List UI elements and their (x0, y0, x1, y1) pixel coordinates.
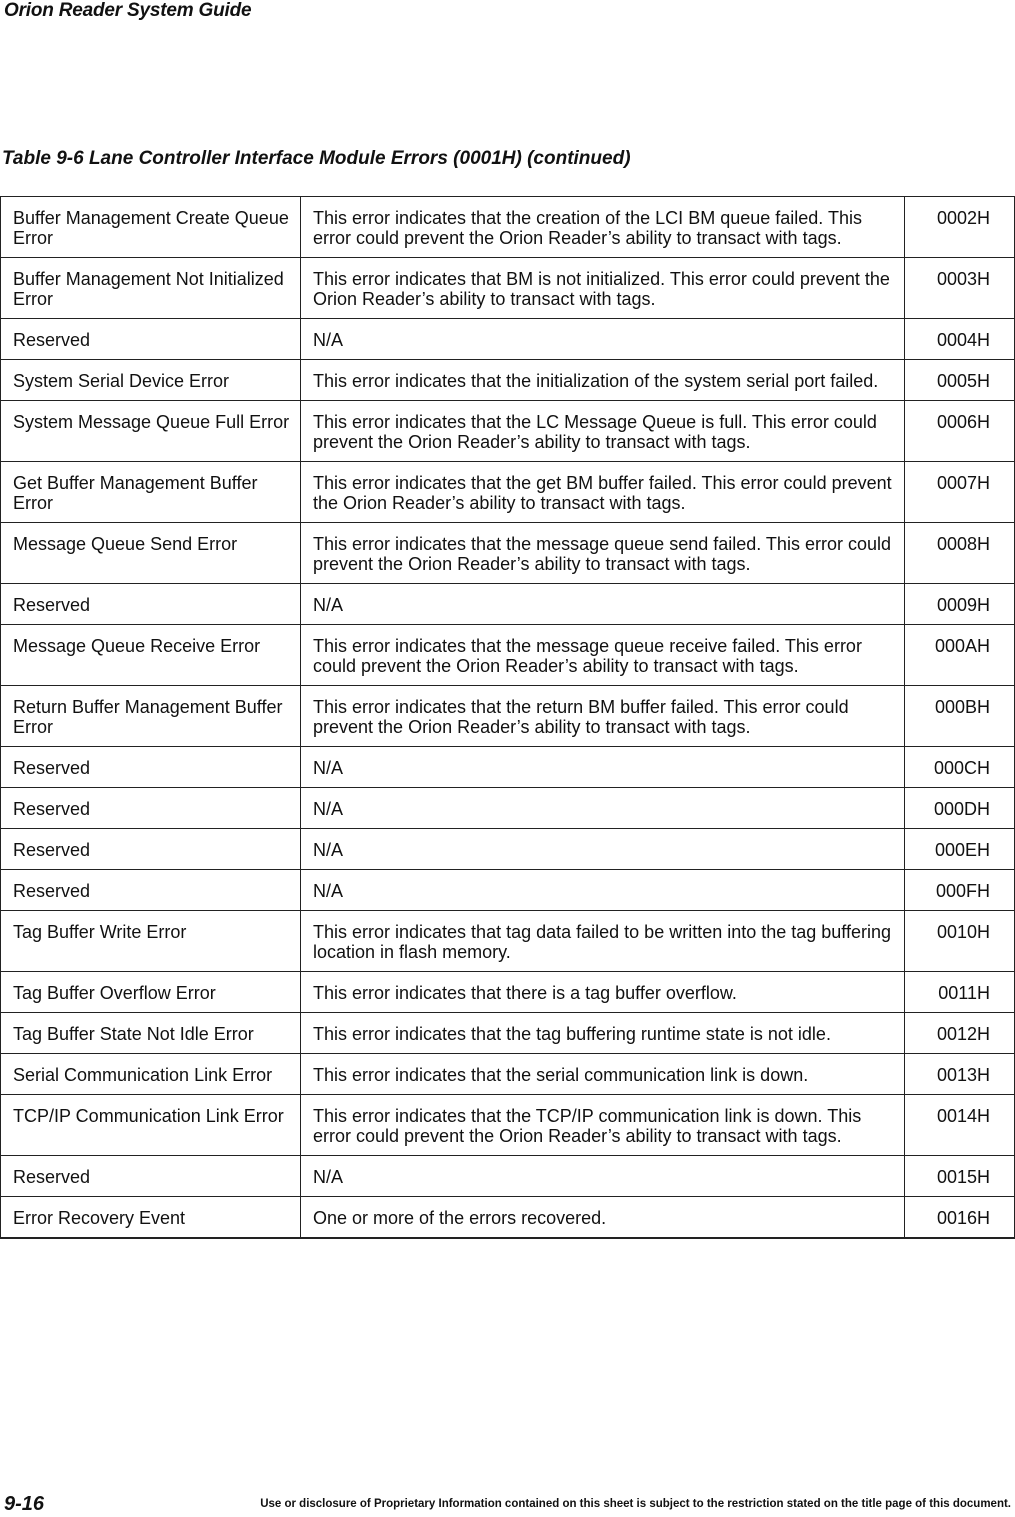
error-code-cell: 0008H (905, 523, 1015, 584)
error-name-cell: Error Recovery Event (1, 1197, 301, 1239)
error-description-cell: N/A (301, 319, 905, 360)
error-description-cell: One or more of the errors recovered. (301, 1197, 905, 1239)
table-row (1, 1095, 1015, 1156)
table-row (1, 401, 1015, 462)
error-description-cell: N/A (301, 584, 905, 625)
table-row (1, 972, 1015, 1013)
error-name-cell: System Message Queue Full Error (1, 401, 301, 462)
error-name-cell: Buffer Management Not Initialized Error (1, 258, 301, 319)
error-description-cell: N/A (301, 747, 905, 788)
table-row (1, 625, 1015, 686)
footer-proprietary-notice: Use or disclosure of Proprietary Information contained on this sheet is subject to the restriction stated on the title page of this document. (260, 1498, 1011, 1510)
error-code-cell: 0016H (905, 1197, 1015, 1239)
error-code-cell: 000FH (905, 870, 1015, 911)
error-name-cell: Message Queue Send Error (1, 523, 301, 584)
table-row (1, 1197, 1015, 1239)
error-description-cell: N/A (301, 1156, 905, 1197)
error-description-cell: This error indicates that the initialization of the system serial port failed. (301, 360, 905, 401)
table-row (1, 258, 1015, 319)
error-name-cell: Get Buffer Management Buffer Error (1, 462, 301, 523)
error-code-cell: 0013H (905, 1054, 1015, 1095)
error-code-cell: 000BH (905, 686, 1015, 747)
error-name-cell: Reserved (1, 1156, 301, 1197)
footer-page-number: 9-16 (4, 1493, 45, 1515)
error-name-cell: TCP/IP Communication Link Error (1, 1095, 301, 1156)
error-code-cell: 0011H (905, 972, 1015, 1013)
table-row (1, 829, 1015, 870)
table-row (1, 788, 1015, 829)
error-table-body (1, 197, 1015, 1239)
table-row (1, 911, 1015, 972)
error-code-cell: 0012H (905, 1013, 1015, 1054)
error-name-cell: Reserved (1, 788, 301, 829)
error-code-cell: 0003H (905, 258, 1015, 319)
error-description-cell: This error indicates that BM is not initialized. This error could prevent the Orion Reader’s ability to transact with tags. (301, 258, 905, 319)
error-code-cell: 0014H (905, 1095, 1015, 1156)
error-code-cell: 0015H (905, 1156, 1015, 1197)
error-name-cell: Tag Buffer State Not Idle Error (1, 1013, 301, 1054)
running-header-title: Orion Reader System Guide (4, 0, 252, 21)
error-code-cell: 0009H (905, 584, 1015, 625)
error-name-cell: Return Buffer Management Buffer Error (1, 686, 301, 747)
error-code-cell: 0002H (905, 197, 1015, 258)
error-name-cell: Serial Communication Link Error (1, 1054, 301, 1095)
error-code-cell: 0006H (905, 401, 1015, 462)
error-description-cell: N/A (301, 870, 905, 911)
error-description-cell: This error indicates that the creation of the LCI BM queue failed. This error could prevent the Orion Reader’s ability to transact with tags. (301, 197, 905, 258)
error-table (0, 196, 1015, 1239)
error-code-cell: 0005H (905, 360, 1015, 401)
error-code-cell: 0007H (905, 462, 1015, 523)
table-row (1, 870, 1015, 911)
error-name-cell: System Serial Device Error (1, 360, 301, 401)
error-description-cell: N/A (301, 788, 905, 829)
table-row (1, 1156, 1015, 1197)
error-code-cell: 000AH (905, 625, 1015, 686)
table-row (1, 462, 1015, 523)
table-row (1, 584, 1015, 625)
error-code-cell: 0004H (905, 319, 1015, 360)
error-code-cell: 000CH (905, 747, 1015, 788)
error-description-cell: This error indicates that the message queue receive failed. This error could prevent the Orion Reader’s ability to transact with tags. (301, 625, 905, 686)
error-name-cell: Reserved (1, 829, 301, 870)
error-description-cell: This error indicates that the return BM buffer failed. This error could prevent the Orion Reader’s ability to transact with tags. (301, 686, 905, 747)
table-row (1, 523, 1015, 584)
table-row (1, 686, 1015, 747)
table-caption: Table 9-6 Lane Controller Interface Module Errors (0001H) (continued) (2, 148, 631, 169)
error-description-cell: N/A (301, 829, 905, 870)
table-row (1, 197, 1015, 258)
error-name-cell: Reserved (1, 584, 301, 625)
table-row (1, 1013, 1015, 1054)
error-description-cell: This error indicates that the get BM buffer failed. This error could prevent the Orion Reader’s ability to transact with tags. (301, 462, 905, 523)
error-description-cell: This error indicates that the tag buffering runtime state is not idle. (301, 1013, 905, 1054)
error-code-cell: 000EH (905, 829, 1015, 870)
error-name-cell: Reserved (1, 319, 301, 360)
error-code-cell: 0010H (905, 911, 1015, 972)
error-name-cell: Reserved (1, 870, 301, 911)
table-row (1, 360, 1015, 401)
error-name-cell: Reserved (1, 747, 301, 788)
error-description-cell: This error indicates that the message queue send failed. This error could prevent the Orion Reader’s ability to transact with tags. (301, 523, 905, 584)
error-description-cell: This error indicates that the LC Message Queue is full. This error could prevent the Orion Reader’s ability to transact with tags. (301, 401, 905, 462)
error-description-cell: This error indicates that there is a tag buffer overflow. (301, 972, 905, 1013)
table-row (1, 1054, 1015, 1095)
table-row (1, 747, 1015, 788)
error-name-cell: Tag Buffer Overflow Error (1, 972, 301, 1013)
error-name-cell: Buffer Management Create Queue Error (1, 197, 301, 258)
error-code-cell: 000DH (905, 788, 1015, 829)
error-name-cell: Message Queue Receive Error (1, 625, 301, 686)
error-description-cell: This error indicates that tag data failed to be written into the tag buffering location in flash memory. (301, 911, 905, 972)
table-row (1, 319, 1015, 360)
error-description-cell: This error indicates that the TCP/IP communication link is down. This error could prevent the Orion Reader’s ability to transact with tags. (301, 1095, 905, 1156)
error-name-cell: Tag Buffer Write Error (1, 911, 301, 972)
error-description-cell: This error indicates that the serial communication link is down. (301, 1054, 905, 1095)
